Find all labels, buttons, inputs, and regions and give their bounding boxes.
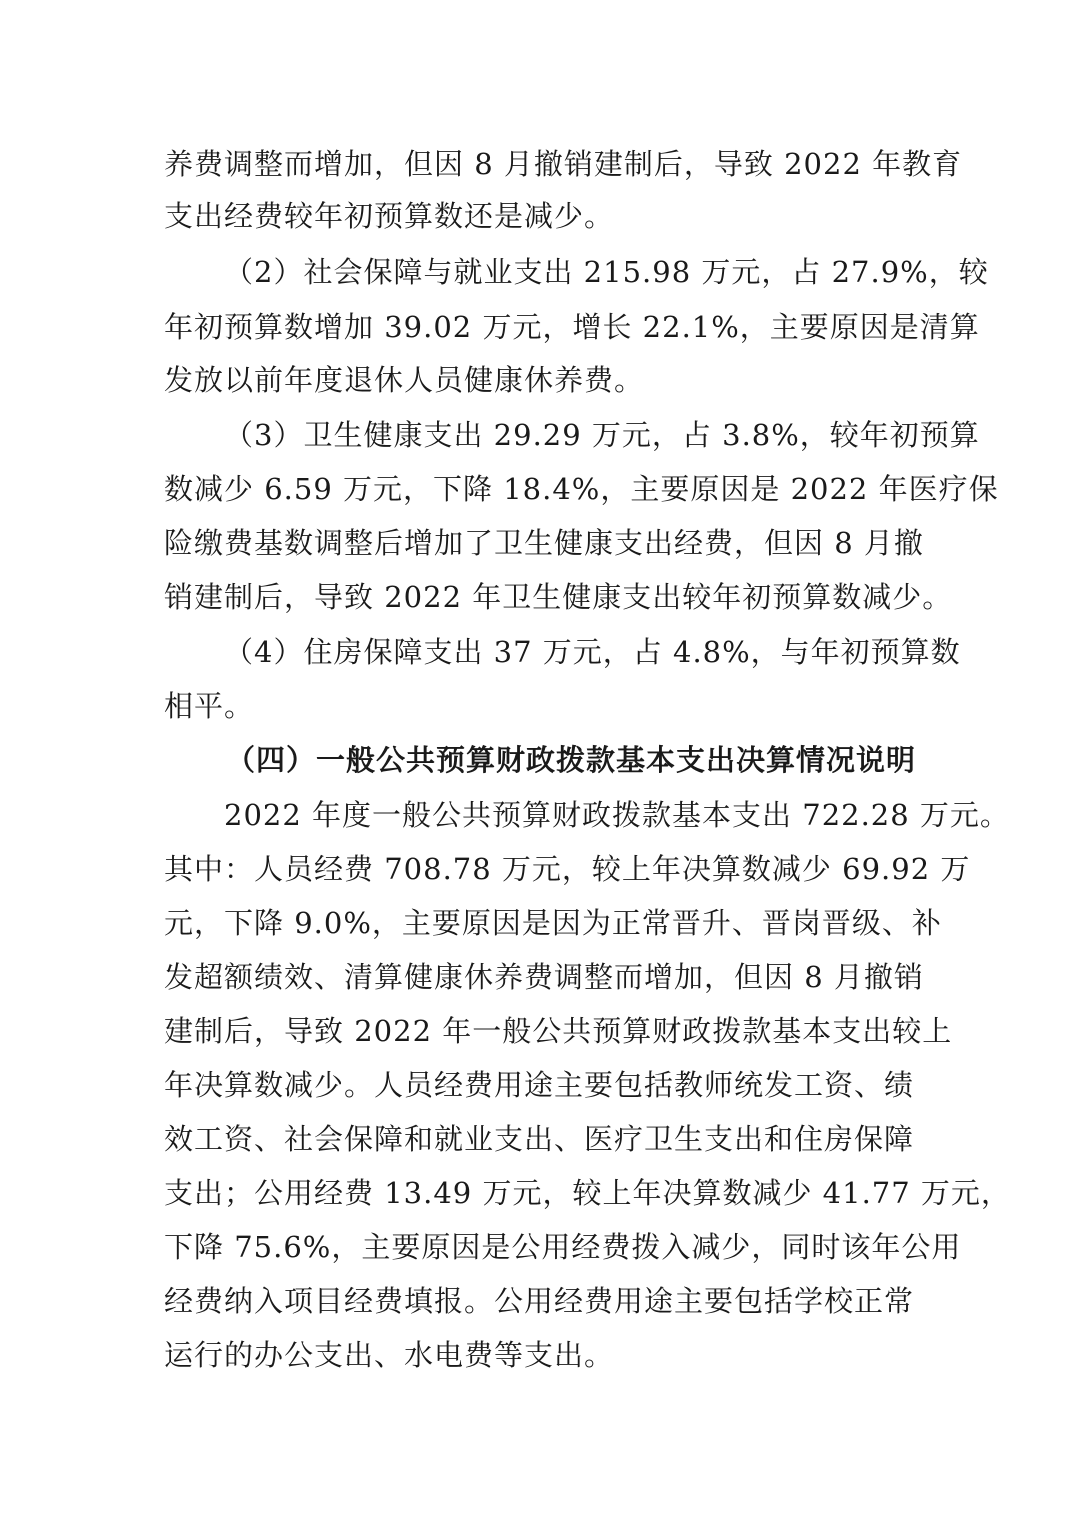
text-line: 发超额绩效、清算健康休养费调整而增加，但因 8 月撤销 — [164, 960, 924, 994]
text-line: （4）住房保障支出 37 万元，占 4.8%，与年初预算数 — [224, 635, 961, 669]
section-heading: （四）一般公共预算财政拨款基本支出决算情况说明 — [226, 743, 917, 777]
text-line: 建制后，导致 2022 年一般公共预算财政拨款基本支出较上 — [164, 1014, 953, 1048]
text-line: 支出；公用经费 13.49 万元，较上年决算数减少 41.77 万元， — [164, 1176, 1011, 1210]
text-line: 险缴费基数调整后增加了卫生健康支出经费，但因 8 月撤 — [164, 526, 924, 560]
text-line: 数减少 6.59 万元，下降 18.4%，主要原因是 2022 年医疗保 — [164, 472, 999, 506]
text-line: 元，下降 9.0%，主要原因是因为正常晋升、晋岗晋级、补 — [164, 906, 942, 940]
text-line: （3）卫生健康支出 29.29 万元，占 3.8%，较年初预算 — [224, 418, 980, 452]
text-line: 效工资、社会保障和就业支出、医疗卫生支出和住房保障 — [164, 1122, 915, 1156]
text-line: 下降 75.6%，主要原因是公用经费拨入减少，同时该年公用 — [164, 1230, 962, 1264]
text-line: 运行的办公支出、水电费等支出。 — [164, 1338, 615, 1372]
text-line: 相平。 — [164, 689, 255, 723]
text-line: 发放以前年度退休人员健康休养费。 — [164, 363, 645, 397]
text-line: 年决算数减少。人员经费用途主要包括教师统发工资、绩 — [164, 1068, 915, 1102]
text-line: 年初预算数增加 39.02 万元，增长 22.1%，主要原因是清算 — [164, 310, 980, 344]
text-line: （2）社会保障与就业支出 215.98 万元，占 27.9%，较 — [224, 255, 989, 289]
text-line: 其中：人员经费 708.78 万元，较上年决算数减少 69.92 万 — [164, 852, 971, 886]
text-line: 2022 年度一般公共预算财政拨款基本支出 722.28 万元。 — [224, 798, 1010, 832]
text-line: 经费纳入项目经费填报。公用经费用途主要包括学校正常 — [164, 1284, 915, 1318]
text-line: 销建制后，导致 2022 年卫生健康支出较年初预算数减少。 — [164, 580, 953, 614]
text-line: 支出经费较年初预算数还是减少。 — [164, 199, 615, 233]
text-line: 养费调整而增加，但因 8 月撤销建制后，导致 2022 年教育 — [164, 147, 963, 181]
